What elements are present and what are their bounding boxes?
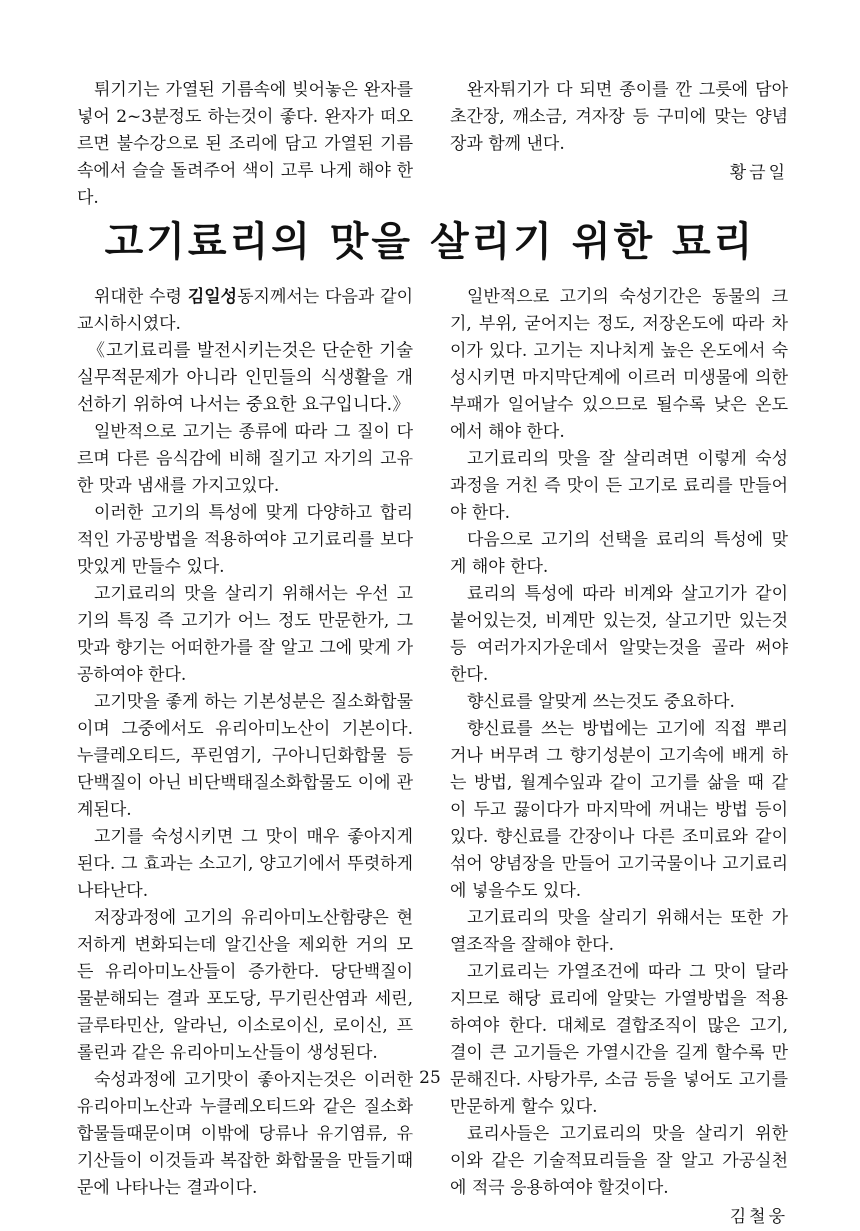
leader-quote: 《고기료리를 발전시키는것은 단순한 기술실무적문제가 아니라 인민들의 식생활을 개선하기 위하여 나서는 중요한 요구입니다.》 [77, 341, 413, 415]
paragraph: 향신료를 알맞게 쓰는것도 중요하다. [467, 692, 735, 712]
paragraph: 향신료를 쓰는 방법에는 고기에 직접 뿌리거나 버무려 그 향기성분이 고기속에 배게 하는 방법, 월계수잎과 같이 고기를 삶을 때 같이 두고 끓이다가 마지막에 꺼내는 방법 등이 있다. 향신료를 간장이나 다른 조미료와 같이 섞어 양념장을 만들어 고기국물이나 고기료리에 넣을수도 있다. [450, 719, 788, 901]
paragraph: 고기료리의 맛을 살리기 위해서는 우선 고기의 특징 즉 고기가 어느 정도 만문한가, 그 맛과 향기는 어떠한가를 잘 알고 그에 맞게 가공하여야 한다. [77, 584, 413, 685]
paragraph: 이러한 고기의 특성에 맞게 다양하고 합리적인 가공방법을 적용하여야 고기료리를 보다 맛있게 만들수 있다. [77, 503, 413, 577]
article-right-column [450, 284, 788, 1231]
paragraph: 다음으로 고기의 선택을 료리의 특성에 맞게 해야 한다. [450, 530, 788, 577]
paragraph: 고기맛을 좋게 하는 기본성분은 질소화합물이며 그중에서도 유리아미노산이 기본이다. 누클레오티드, 푸린염기, 구아니딘화합물 등 단백질이 아닌 비단백태질소화합물도 이에 관계된다. [77, 692, 413, 820]
paragraph: 고기료리의 맛을 살리기 위해서는 또한 가열조작을 잘해야 한다. [450, 908, 788, 955]
paragraph: 료리의 특성에 따라 비계와 살고기가 같이 붙어있는것, 비계만 있는것, 살고기만 있는것 등 여러가지가운데서 알맞는것을 골라 써야 한다. [450, 584, 788, 685]
page-number: 25 [419, 1068, 441, 1088]
paragraph: 일반적으로 고기는 종류에 따라 그 질이 다르며 다른 음식감에 비해 질기고 자기의 고유한 맛과 냄새를 가지고있다. [77, 422, 413, 496]
article-title: 고기료리의 맛을 살리기 위한 묘리 [104, 219, 756, 265]
prev-article-left-column [77, 77, 413, 212]
paragraph: 일반적으로 고기의 숙성기간은 동물의 크기, 부위, 굳어지는 정도, 저장온도에 따라 차이가 있다. 고기는 지나치게 높은 온도에서 숙성시키면 마지막단계에 이르러 미생물에 의한 부패가 일어날수 있으므로 될수록 낮은 온도에서 해야 한다. [450, 287, 788, 442]
paragraph: 튀기기는 가열된 기름속에 빚어놓은 완자를 넣어 2~3분정도 하는것이 좋다. 완자가 떠오르면 불수강으로 된 조리에 담고 가열된 기름속에서 슬슬 돌려주어 색이 고루 나게 해야 한다. [77, 80, 413, 208]
prev-article-right-column [450, 77, 788, 187]
author-signature: 김철웅 [729, 1207, 788, 1227]
intro-prefix: 위대한 수령 [94, 287, 188, 307]
paragraph: 숙성과정에 고기맛이 좋아지는것은 이러한 유리아미노산과 누클레오티드와 같은 질소화합물들때문이며 이밖에 당류나 유기염류, 유기산들이 이것들과 복잡한 화합물을 만들기때문에 나타나는 결과이다. [77, 1070, 413, 1198]
paragraph: 료리사들은 고기료리의 맛을 살리기 위한 이와 같은 기술적묘리들을 잘 알고 가공실천에 적극 응용하여야 할것이다. [450, 1124, 788, 1198]
paragraph: 저장과정에 고기의 유리아미노산함량은 현저하게 변화되는데 알긴산을 제외한 거의 모든 유리아미노산들이 증가한다. 당단백질이 물분해되는 결과 포도당, 무기린산염과 세린, 글루타민산, 알라닌, 이소로이신, 로이신, 프롤린과 같은 유리아미노산들이 생성된다. [77, 908, 413, 1063]
intro-suffix: 동지께서는 다음과 같이 교시하시였다. [77, 287, 414, 334]
article-left-column [77, 284, 413, 1202]
intro-paragraph [77, 284, 413, 338]
leader-name: 김일성 [187, 287, 238, 307]
paragraph: 고기료리의 맛을 잘 살리려면 이렇게 숙성과정을 거친 즉 맛이 든 고기로 료리를 만들어야 한다. [450, 449, 788, 523]
paragraph: 고기료리는 가열조건에 따라 그 맛이 달라지므로 해당 료리에 알맞는 가열방법을 적용하여야 한다. 대체로 결합조직이 많은 고기, 결이 큰 고기들은 가열시간을 길게 할수록 만문해진다. 사탕가루, 소금 등을 넣어도 고기를 만문하게 할수 있다. [450, 962, 788, 1117]
paragraph: 완자튀기가 다 되면 종이를 깐 그릇에 담아 초간장, 깨소금, 겨자장 등 구미에 맞는 양념장과 함께 낸다. [450, 80, 788, 154]
author-signature: 황금일 [729, 163, 788, 183]
paragraph: 고기를 숙성시키면 그 맛이 매우 좋아지게 된다. 그 효과는 소고기, 양고기에서 뚜렷하게 나타난다. [77, 827, 413, 901]
